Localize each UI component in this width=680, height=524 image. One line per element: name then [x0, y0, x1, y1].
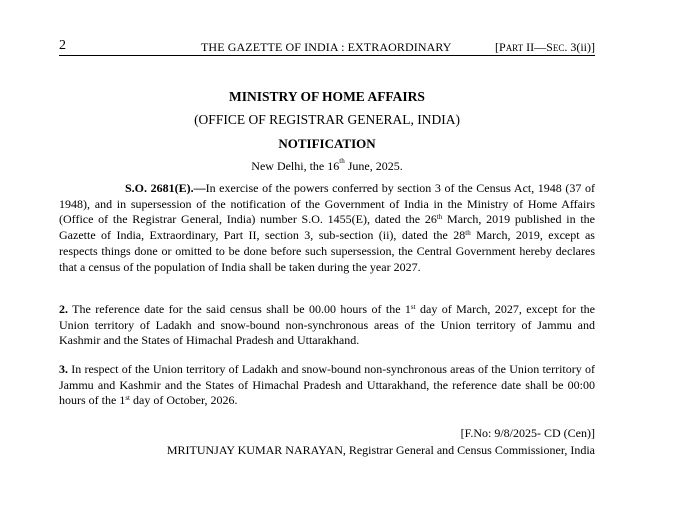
paragraph-3-text-b: day of October, 2026. — [130, 393, 238, 408]
paragraph-2-sup: st — [410, 303, 416, 311]
so-number: S.O. 2681(E).— — [125, 181, 206, 195]
date-prefix: New Delhi, the 16 — [251, 159, 340, 173]
notification-heading: NOTIFICATION — [278, 136, 376, 151]
paragraph-1-sup-a: th — [436, 213, 443, 222]
date-rest: June, 2025. — [344, 159, 403, 173]
paragraph-1-sup-b: th — [465, 229, 471, 238]
date-line — [59, 159, 595, 174]
ministry-heading: MINISTRY OF HOME AFFAIRS — [229, 89, 425, 104]
paragraph-1-text-c: March, 2019, except as respects things done or omitted to be done before such supersession, the Central Government hereby declares that a census of the population of India shall be taken during the year 2027. — [59, 228, 595, 274]
part-small-1: ART — [505, 43, 524, 53]
paragraph-1-text-b: March, 2019 published in the Gazette of India, Extraordinary, Part II, section 3, sub-section (ii), dated the 28 — [59, 212, 595, 243]
page-header — [59, 37, 595, 53]
part-open: [P — [495, 40, 506, 54]
paragraph-1 — [59, 181, 595, 275]
paragraph-3 — [59, 362, 595, 409]
paragraph-1-text-a: In exercise of the powers conferred by section 3 of the Census Act, 1948 (37 of 1948), and in supersession of the notification of the Government of India in the Ministry of Home Affairs (Office of the Registrar General, India) number S.O. 1455(E), dated the 26 — [59, 181, 595, 227]
paragraph-3-text-a: In respect of the Union territory of Ladakh and snow-bound non-synchronous areas of the Union territory of Jammu and Kashmir and the States of Himachal Pradesh and Uttarakhand, the reference date shall be 00:00 hours of the 1 — [59, 362, 595, 408]
paragraph-2 — [59, 302, 595, 349]
date-suffix: th — [339, 157, 345, 165]
part-small-2: EC — [552, 43, 565, 53]
part-section-label — [495, 40, 595, 55]
paragraph-3-sup: st — [125, 394, 130, 403]
paragraph-2-text-a: The reference date for the said census shall be 00.00 hours of the 1 — [68, 302, 411, 316]
gazette-title: THE GAZETTE OF INDIA : EXTRAORDINARY — [201, 40, 452, 54]
file-number: [F.No: 9/8/2025- CD (Cen)] — [460, 426, 595, 440]
office-heading: (OFFICE OF REGISTRAR GENERAL, INDIA) — [194, 112, 460, 127]
paragraph-3-number: 3. — [59, 362, 68, 376]
part-close: . 3(ii)] — [564, 40, 595, 54]
page-number: 2 — [59, 38, 66, 53]
paragraph-2-number: 2. — [59, 302, 68, 316]
paragraph-2-text-b: day of March, 2027, except for the Union territory of Ladakh and snow-bound non-synchronous areas of the Union territory of Jammu and Kashmir and the States of Himachal Pradesh and Uttarakhand. — [59, 302, 595, 348]
signatory: MRITUNJAY KUMAR NARAYAN, Registrar General and Census Commissioner, India — [166, 443, 595, 457]
part-mid: II—S — [523, 40, 553, 54]
header-divider — [59, 55, 595, 56]
